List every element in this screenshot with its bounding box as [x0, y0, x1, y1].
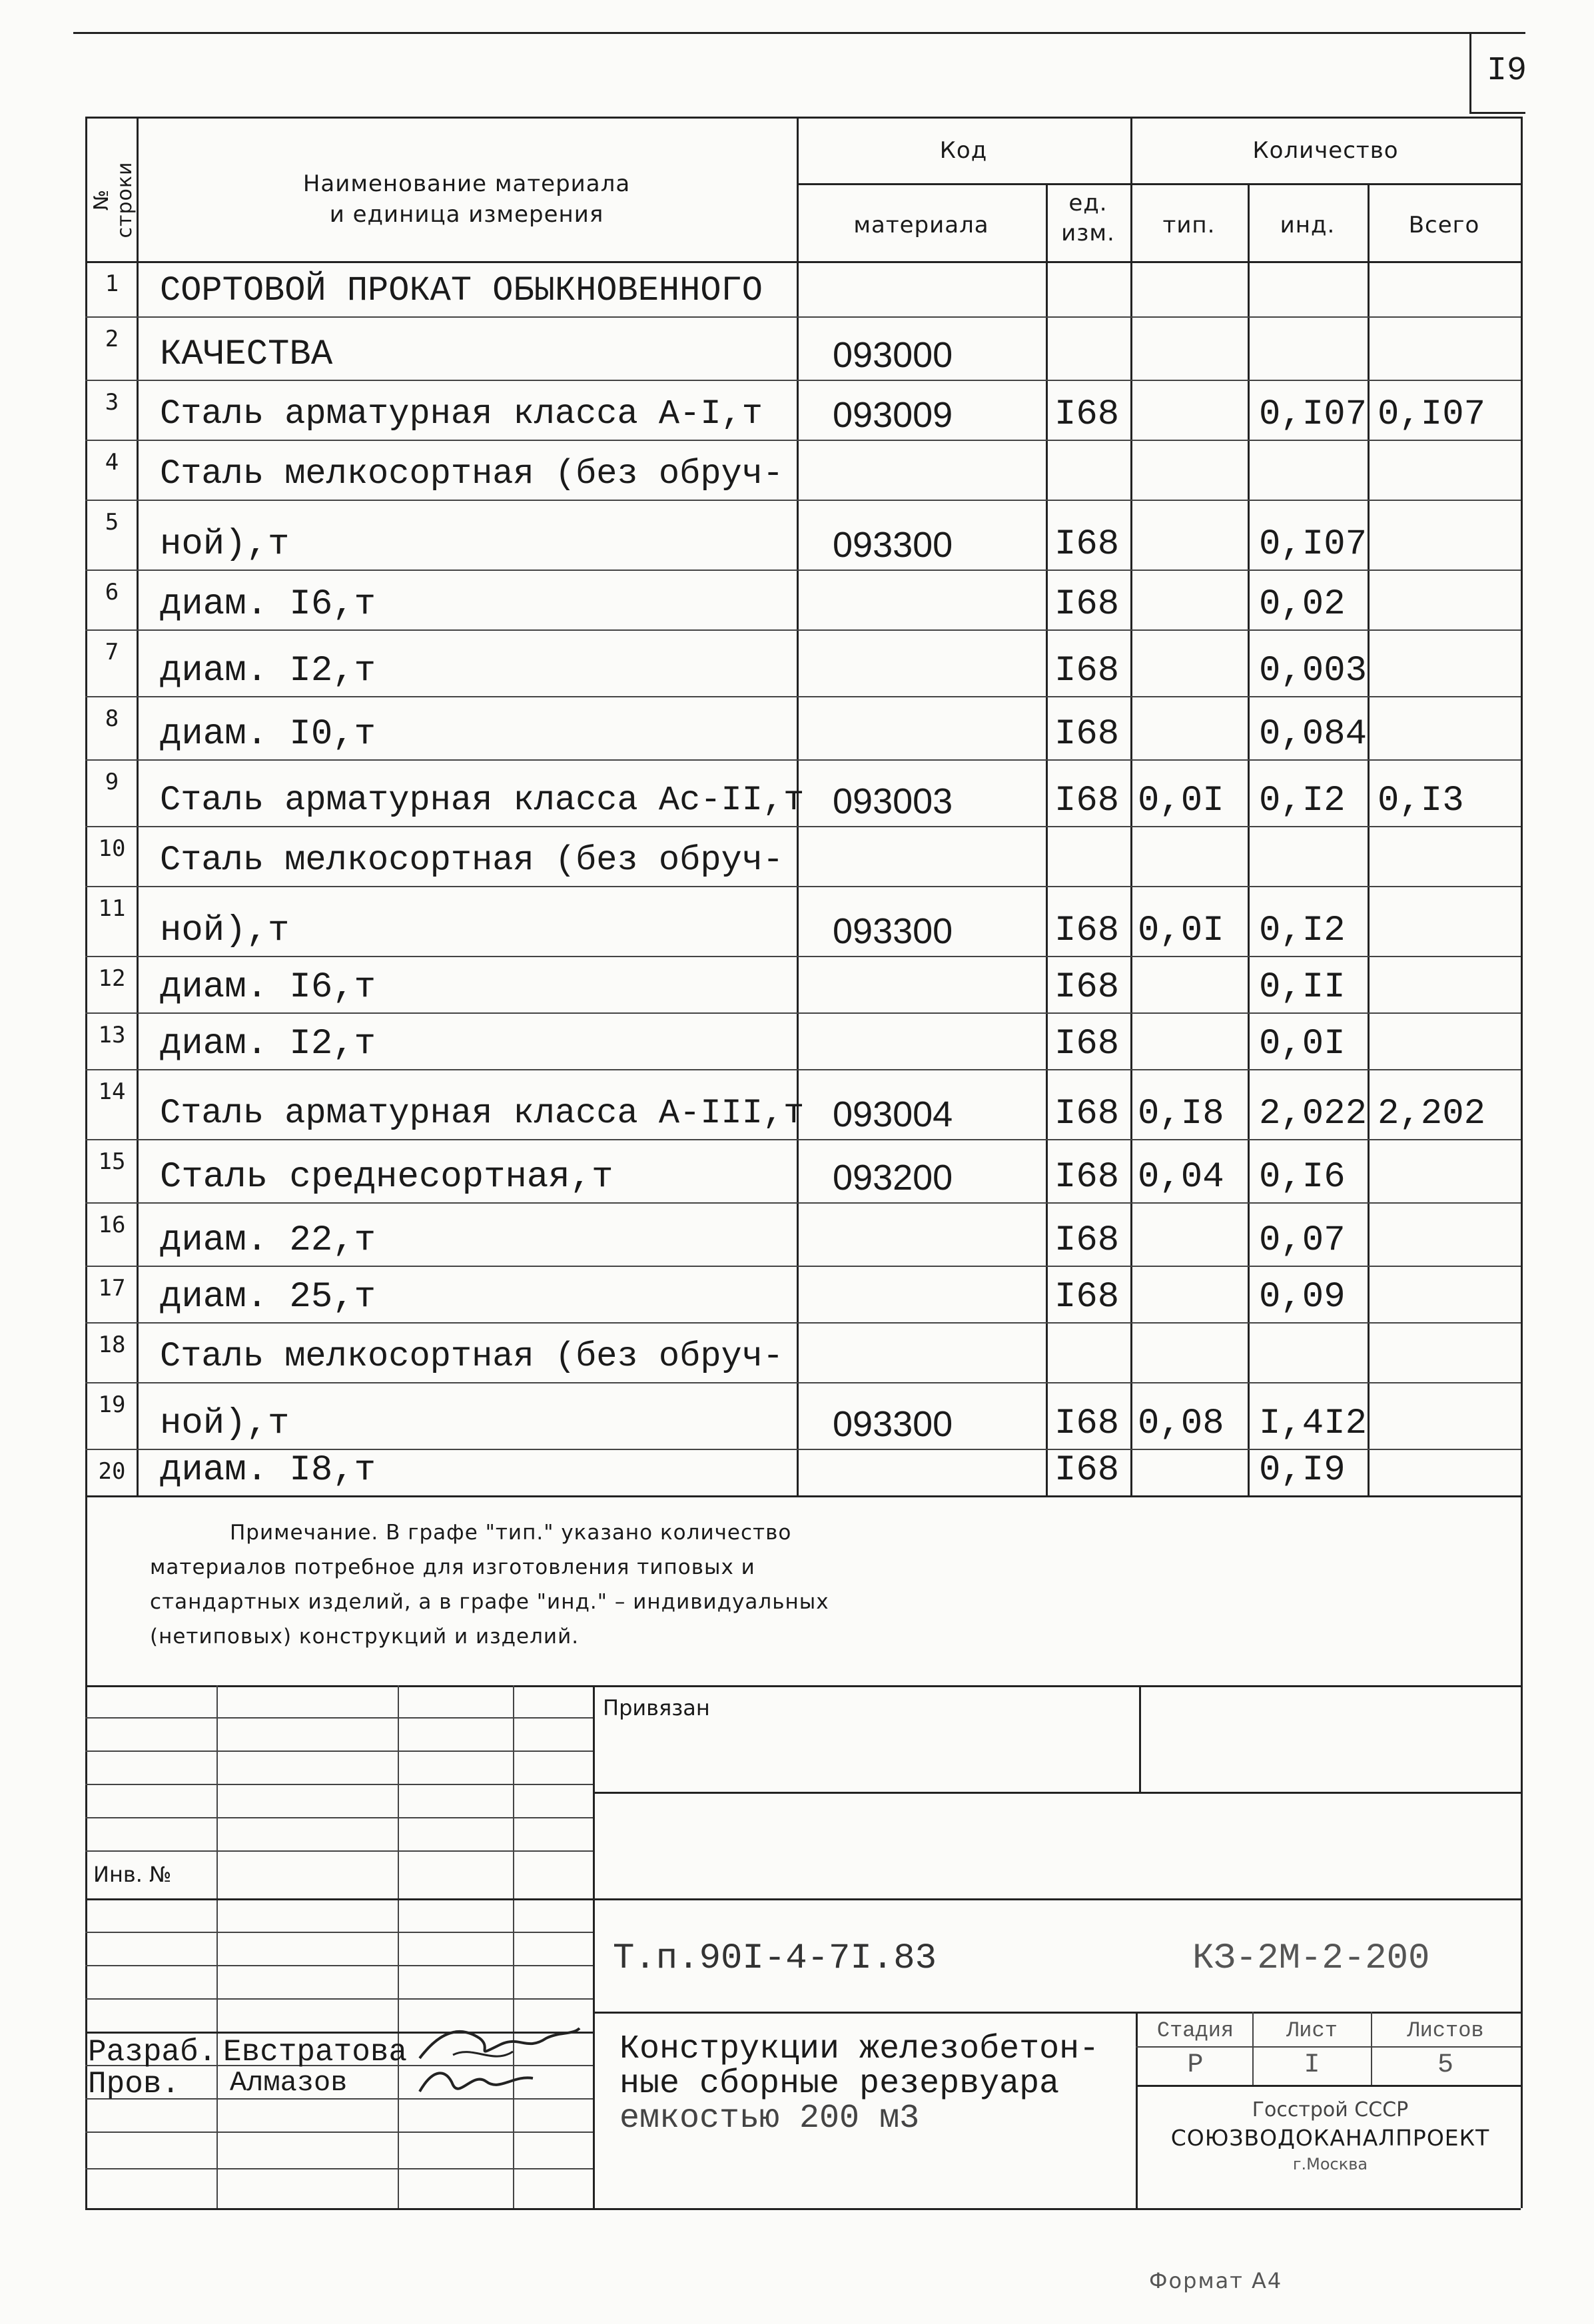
- page-number-box-edge: [1469, 32, 1471, 113]
- top-border: [73, 32, 1525, 34]
- row-number: 13: [98, 1022, 126, 1048]
- row-unit-cell: I68: [1054, 967, 1120, 1008]
- sheets-value: 5: [1437, 2050, 1453, 2080]
- code-row-top: [593, 1898, 1521, 1900]
- row-name-cell: ной),т: [160, 524, 290, 565]
- row-typ-cell: 0,04: [1138, 1157, 1224, 1198]
- stamp-grid-h4: [85, 1817, 593, 1818]
- note-line-3: стандартных изделий, а в графе "инд." – индивидуальных: [150, 1590, 829, 1614]
- row-separator: [85, 1202, 1521, 1204]
- row-ind-cell: 0,I6: [1259, 1157, 1346, 1198]
- total-header: Всего: [1408, 212, 1480, 238]
- checked-label: Пров.: [88, 2067, 181, 2102]
- stamp-main-divider: [593, 1685, 595, 2208]
- row-unit-cell: I68: [1054, 1220, 1120, 1261]
- row-separator: [85, 316, 1521, 318]
- row-ind-cell: 2,022: [1259, 1094, 1368, 1134]
- row-number: 10: [98, 835, 126, 862]
- linked-label: Привязан: [603, 1695, 710, 1721]
- note-line-4: (нетиповых) конструкций и изделий.: [150, 1625, 580, 1649]
- code-header: Код: [939, 137, 988, 164]
- row-name-cell: Сталь арматурная класса А-III,т: [160, 1094, 805, 1133]
- ind-header: инд.: [1280, 212, 1336, 238]
- page-number-box-bottom: [1469, 112, 1525, 114]
- stamp-grid-h3: [85, 1784, 593, 1785]
- stage-value: Р: [1187, 2050, 1204, 2080]
- row-separator: [85, 826, 1521, 827]
- row-number: 17: [98, 1275, 126, 1302]
- row-number: 16: [98, 1212, 126, 1238]
- row-unit-cell: I68: [1054, 1450, 1120, 1491]
- row-name-cell: Сталь среднесортная,т: [160, 1157, 613, 1198]
- row-number: 14: [98, 1078, 126, 1105]
- organization-line-1: Госстрой СССР: [1252, 2098, 1409, 2122]
- row-ind-cell: 0,I2: [1259, 911, 1346, 951]
- row-separator: [85, 696, 1521, 697]
- row-separator: [85, 1012, 1521, 1014]
- row-total-cell: 2,202: [1378, 1094, 1486, 1134]
- row-name-cell: диам. I8,т: [160, 1450, 376, 1491]
- row-separator: [85, 629, 1521, 631]
- row-typ-cell: 0,0I: [1138, 781, 1224, 821]
- row-unit-cell: I68: [1054, 1094, 1120, 1134]
- row-ind-cell: 0,I9: [1259, 1450, 1346, 1491]
- row-name-cell: диам. 22,т: [160, 1220, 376, 1261]
- row-number: 20: [98, 1458, 126, 1485]
- signature-2: [413, 2062, 540, 2102]
- stage-label-row: [1136, 2046, 1521, 2048]
- row-separator: [85, 1139, 1521, 1140]
- row-ind-cell: 0,09: [1259, 1277, 1346, 1318]
- row-typ-cell: 0,08: [1138, 1403, 1224, 1444]
- row-number: 15: [98, 1148, 126, 1175]
- checked-name: Алмазов: [230, 2067, 348, 2099]
- row-number: 7: [105, 639, 119, 665]
- title-line-1: Конструкции железобетон-: [619, 2030, 1100, 2068]
- row-separator: [85, 1322, 1521, 1324]
- page-number: I9: [1487, 52, 1527, 90]
- stamp-bottom: [85, 2208, 1521, 2210]
- stamp-grid-h9: [85, 1998, 593, 2000]
- row-ind-cell: 0,I2: [1259, 781, 1346, 821]
- linked-bottom: [593, 1792, 1521, 1794]
- stamp-grid-h14: [85, 2168, 593, 2169]
- inventory-number-label: Инв. №: [93, 1862, 172, 1887]
- row-name-cell: диам. I2,т: [160, 651, 376, 691]
- row-number: 1: [105, 270, 119, 297]
- col-sep-unit: [1130, 117, 1132, 1495]
- organization-line-2: СОЮЗВОДОКАНАЛПРОЕКТ: [1170, 2125, 1490, 2151]
- row-ind-cell: 0,0I: [1259, 1024, 1346, 1064]
- row-unit-cell: I68: [1054, 394, 1120, 435]
- row-unit-cell: I68: [1054, 781, 1120, 821]
- row-ind-cell: 0,02: [1259, 584, 1346, 625]
- row-unit-cell: I68: [1054, 524, 1120, 565]
- stamp-grid-v2: [398, 1685, 399, 2208]
- table-right-border: [1521, 117, 1523, 1505]
- stamp-left-border: [85, 1685, 87, 2208]
- stamp-grid-h6: [85, 1898, 593, 1900]
- sheet-value: I: [1304, 2050, 1320, 2080]
- row-number: 9: [105, 769, 119, 795]
- row-separator: [85, 1069, 1521, 1070]
- row-name-cell: Сталь мелкосортная (без обруч-: [160, 1337, 784, 1376]
- stamp-grid-h2: [85, 1750, 593, 1752]
- row-number: 6: [105, 579, 119, 605]
- row-number: 12: [98, 965, 126, 992]
- row-name-cell: Сталь мелкосортная (без обруч-: [160, 454, 784, 494]
- linked-divider: [1139, 1685, 1141, 1792]
- stamp-grid-h13: [85, 2131, 593, 2133]
- developed-name: Евстратова: [223, 2035, 408, 2070]
- row-unit-cell: I68: [1054, 1024, 1120, 1064]
- unit-header-line2: изм.: [1061, 220, 1115, 246]
- row-typ-cell: 0,I8: [1138, 1094, 1224, 1134]
- code-row-bottom: [593, 2012, 1521, 2014]
- row-code-cell: 093300: [833, 1404, 953, 1444]
- row-name-cell: диам. I6,т: [160, 584, 376, 625]
- name-header-line2: и единица измерения: [329, 201, 604, 228]
- row-ind-cell: 0,07: [1259, 1220, 1346, 1261]
- row-unit-cell: I68: [1054, 1157, 1120, 1198]
- title-divider: [1136, 2012, 1138, 2208]
- row-separator: [85, 380, 1521, 381]
- row-ind-cell: 0,003: [1259, 651, 1368, 691]
- row-number-header: № строки: [90, 161, 137, 238]
- sheets-label: Листов: [1407, 2018, 1484, 2043]
- row-name-cell: диам. I2,т: [160, 1024, 376, 1064]
- row-ind-cell: 0,II: [1259, 967, 1346, 1008]
- stamp-grid-h8: [85, 1965, 593, 1966]
- table-body-bottom: [85, 1495, 1521, 1497]
- row-number: 3: [105, 389, 119, 416]
- row-name-cell: диам. 25,т: [160, 1277, 376, 1318]
- row-number: 19: [98, 1391, 126, 1418]
- row-code-cell: 093000: [833, 335, 953, 375]
- stamp-top: [85, 1685, 1521, 1687]
- note-left-border: [85, 1495, 87, 1685]
- note-right-border: [1521, 1495, 1523, 1685]
- row-name-cell: КАЧЕСТВА: [160, 334, 333, 375]
- row-separator: [85, 1266, 1521, 1267]
- row-name-cell: ной),т: [160, 911, 290, 951]
- title-line-2: ные сборные резервуара: [619, 2065, 1060, 2103]
- row-separator: [85, 1382, 1521, 1383]
- row-code-cell: 093200: [833, 1158, 953, 1198]
- row-name-cell: Сталь арматурная класса Ас-II,т: [160, 781, 805, 820]
- row-separator: [85, 759, 1521, 761]
- row-unit-cell: I68: [1054, 1403, 1120, 1444]
- row-name-cell: диам. I0,т: [160, 714, 376, 755]
- header-split: [797, 183, 1521, 185]
- sheet-label: Лист: [1286, 2018, 1338, 2043]
- row-ind-cell: 0,084: [1259, 714, 1368, 755]
- table-top: [85, 117, 1521, 119]
- row-separator: [85, 956, 1521, 957]
- material-code-header: материала: [853, 212, 989, 238]
- row-ind-cell: 0,I07: [1259, 394, 1368, 435]
- row-number: 11: [98, 895, 126, 922]
- stage-label: Стадия: [1156, 2018, 1234, 2043]
- row-separator: [85, 440, 1521, 441]
- row-ind-cell: I,4I2: [1259, 1403, 1368, 1444]
- row-unit-cell: I68: [1054, 584, 1120, 625]
- quantity-header: Количество: [1252, 137, 1399, 164]
- stamp-grid-h5: [85, 1850, 593, 1852]
- row-number: 2: [105, 326, 119, 352]
- row-code-cell: 093009: [833, 395, 953, 435]
- row-name-cell: диам. I6,т: [160, 967, 376, 1008]
- header-bottom: [85, 261, 1521, 263]
- row-name-cell: ной),т: [160, 1403, 290, 1444]
- row-separator: [85, 570, 1521, 571]
- row-typ-cell: 0,0I: [1138, 911, 1224, 951]
- row-number: 18: [98, 1332, 126, 1358]
- typ-header: тип.: [1162, 212, 1216, 238]
- stamp-grid-v1: [216, 1685, 218, 2208]
- row-unit-cell: I68: [1054, 911, 1120, 951]
- row-name-cell: Сталь мелкосортная (без обруч-: [160, 841, 784, 880]
- developed-label: Разраб.: [88, 2035, 217, 2070]
- title-line-3: емкостью 200 м3: [619, 2100, 920, 2137]
- row-separator: [85, 500, 1521, 501]
- stamp-grid-h1: [85, 1717, 593, 1719]
- row-separator: [85, 886, 1521, 887]
- name-header-line1: Наименование материала: [302, 171, 631, 197]
- row-unit-cell: I68: [1054, 651, 1120, 691]
- row-name-cell: Сталь арматурная класса А-I,т: [160, 394, 763, 434]
- drawing-code: КЗ-2М-2-200: [1192, 1938, 1430, 1979]
- row-ind-cell: 0,I07: [1259, 524, 1368, 565]
- note-line-2: материалов потребное для изготовления типовых и: [150, 1555, 755, 1579]
- unit-header-line1: ед.: [1068, 190, 1108, 216]
- row-number: 8: [105, 705, 119, 732]
- project-code: Т.п.90I-4-7I.83: [613, 1938, 937, 1979]
- stamp-grid-v3: [513, 1685, 514, 2208]
- row-name-cell: СОРТОВОЙ ПРОКАТ ОБЫКНОВЕННОГО: [160, 271, 763, 310]
- row-total-cell: 0,I07: [1378, 394, 1486, 435]
- note-line-1: Примечание. В графе "тип." указано количество: [230, 1521, 792, 1545]
- stamp-right-border: [1521, 1685, 1523, 2208]
- organization-line-3: г.Москва: [1292, 2155, 1368, 2173]
- row-unit-cell: I68: [1054, 1277, 1120, 1318]
- stage-value-row: [1136, 2085, 1521, 2087]
- row-code-cell: 093300: [833, 525, 953, 565]
- row-number: 5: [105, 509, 119, 536]
- row-total-cell: 0,I3: [1378, 781, 1464, 821]
- row-number: 4: [105, 449, 119, 476]
- row-code-cell: 093003: [833, 781, 953, 821]
- row-code-cell: 093300: [833, 911, 953, 951]
- row-unit-cell: I68: [1054, 714, 1120, 755]
- stamp-grid-h7: [85, 1932, 593, 1933]
- format-label: Формат А4: [1149, 2268, 1283, 2293]
- row-code-cell: 093004: [833, 1094, 953, 1134]
